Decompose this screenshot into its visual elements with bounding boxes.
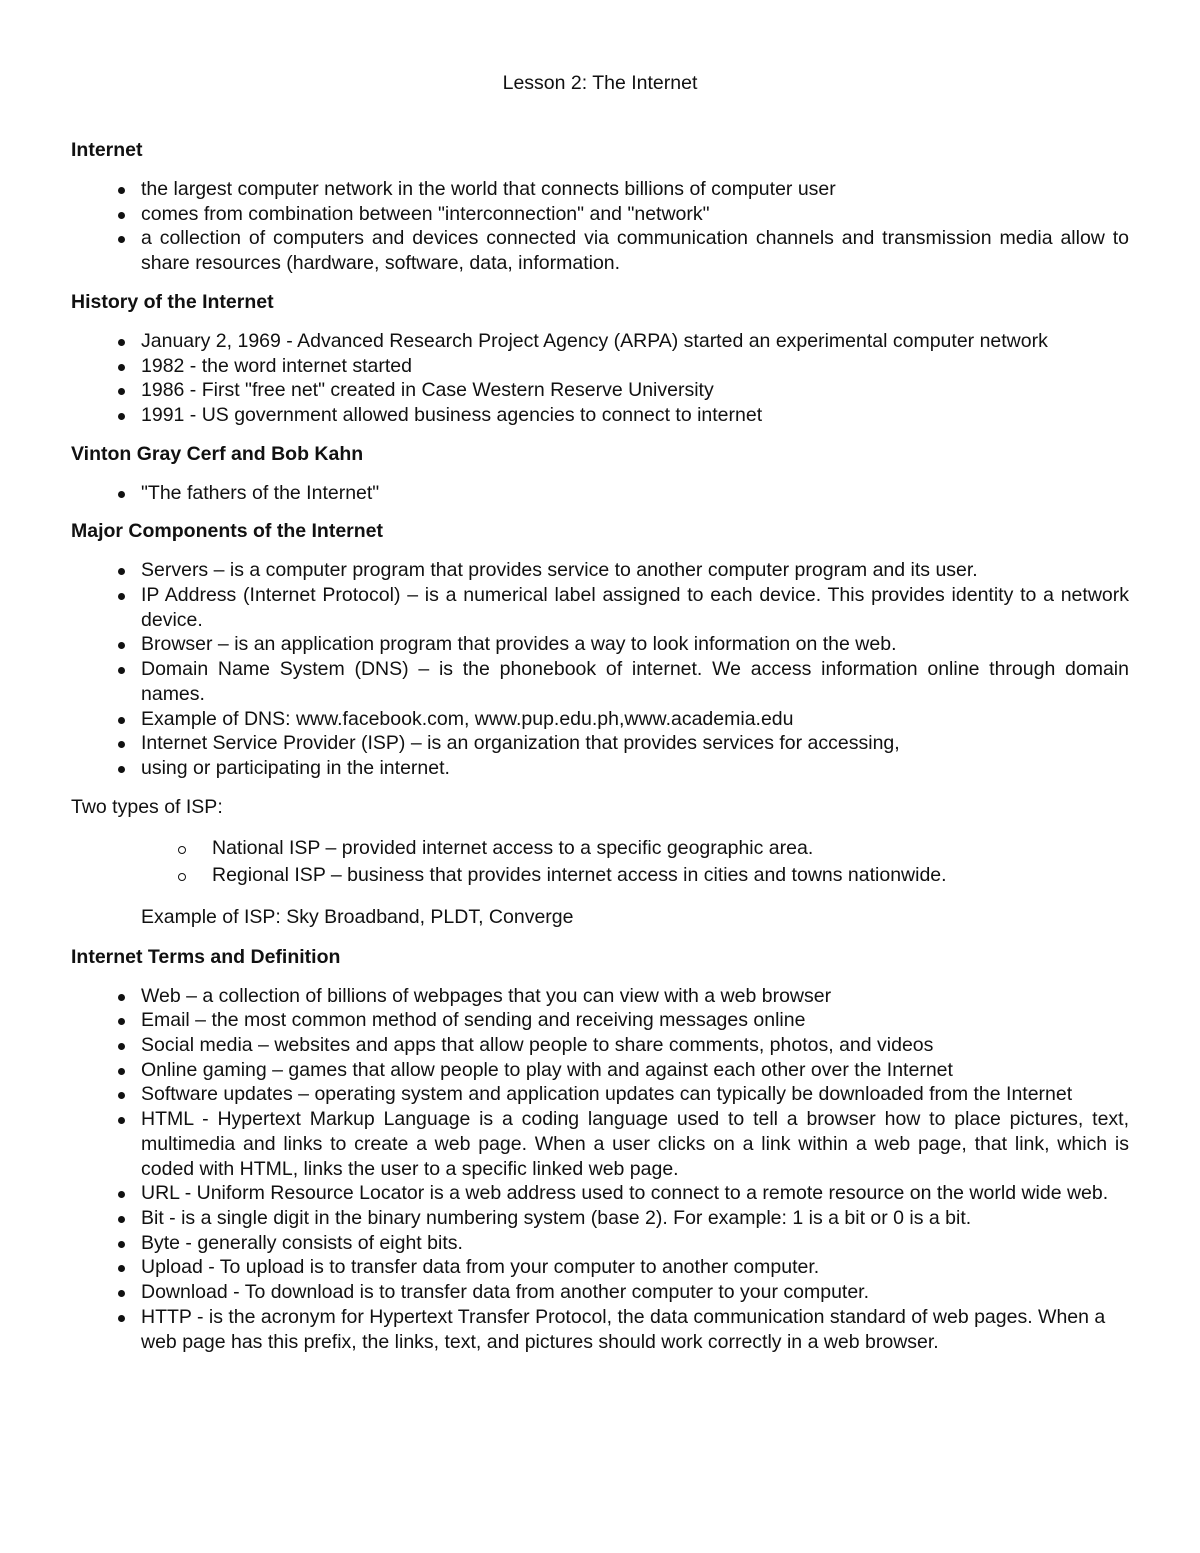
bullet-icon [118, 766, 125, 773]
bullet-icon [118, 413, 125, 420]
list-item: HTML - Hypertext Markup Language is a coding language used to tell a browser how to place pictures, text, multimedia and links to create a web page. When a user clicks on a link within a web page, that link, which is coded with HTML, links the user to a specific linked web page. [71, 1107, 1129, 1181]
bullet-icon [118, 667, 125, 674]
bullet-icon [118, 1290, 125, 1297]
bullet-icon [118, 364, 125, 371]
list-item: Online gaming – games that allow people to play with and against each other over the Internet [71, 1058, 1129, 1083]
bullet-icon [118, 568, 125, 575]
section-heading-history: History of the Internet [71, 290, 274, 313]
bullet-icon [118, 1092, 125, 1099]
bullet-icon [118, 593, 125, 600]
section-heading-components: Major Components of the Internet [71, 520, 383, 543]
bullet-icon [118, 1216, 125, 1223]
terms-list [71, 984, 1129, 1355]
list-item: 1982 - the word internet started [71, 354, 1129, 379]
list-item: "The fathers of the Internet" [71, 481, 1129, 506]
page-title: Lesson 2: The Internet [502, 72, 698, 94]
list-item: Web – a collection of billions of webpages that you can view with a web browser [71, 984, 1129, 1009]
list-item: Email – the most common method of sending and receiving messages online [71, 1008, 1129, 1033]
isp-intro: Two types of ISP: [71, 795, 223, 818]
list-item: January 2, 1969 - Advanced Research Project Agency (ARPA) started an experimental computer network [71, 329, 1129, 354]
list-item: Example of DNS: www.facebook.com, www.pup.edu.ph,www.academia.edu [71, 707, 1129, 732]
bullet-icon [118, 1241, 125, 1248]
list-item: Internet Service Provider (ISP) – is an organization that provides services for accessing, [71, 731, 1129, 756]
bullet-icon [118, 339, 125, 346]
bullet-icon [118, 1315, 125, 1322]
list-item: Social media – websites and apps that allow people to share comments, photos, and videos [71, 1033, 1129, 1058]
list-item: Bit - is a single digit in the binary numbering system (base 2). For example: 1 is a bit or 0 is a bit. [71, 1206, 1129, 1231]
list-item: Regional ISP – business that provides internet access in cities and towns nationwide. [71, 862, 1129, 889]
list-item: 1986 - First "free net" created in Case Western Reserve University [71, 378, 1129, 403]
bullet-icon [118, 642, 125, 649]
internet-list [71, 177, 1129, 276]
bullet-icon [118, 212, 125, 219]
section-heading-terms: Internet Terms and Definition [71, 945, 341, 968]
bullet-icon [118, 1191, 125, 1198]
list-item: the largest computer network in the world that connects billions of computer user [71, 177, 1129, 202]
circle-bullet-icon [178, 873, 186, 881]
components-list [71, 558, 1129, 780]
list-item: 1991 - US government allowed business agencies to connect to internet [71, 403, 1129, 428]
bullet-icon [118, 1265, 125, 1272]
bullet-icon [118, 187, 125, 194]
fathers-list [71, 481, 1129, 506]
list-item: URL - Uniform Resource Locator is a web address used to connect to a remote resource on the world wide web. [71, 1181, 1129, 1206]
bullet-icon [118, 1068, 125, 1075]
document-page [71, 70, 1129, 1368]
section-heading-internet: Internet [71, 139, 143, 161]
circle-bullet-icon [178, 846, 186, 854]
list-item: a collection of computers and devices connected via communication channels and transmission media allow to share resources (hardware, software, data, information. [71, 226, 1129, 275]
bullet-icon [118, 236, 125, 243]
list-item: Servers – is a computer program that provides service to another computer program and its user. [71, 558, 1129, 583]
bullet-icon [118, 1018, 125, 1025]
history-list [71, 329, 1129, 428]
list-item: HTTP - is the acronym for Hypertext Transfer Protocol, the data communication standard of web pages. When a web page has this prefix, the links, text, and pictures should work correctly in a web browser. [71, 1305, 1129, 1354]
list-item: IP Address (Internet Protocol) – is a numerical label assigned to each device. This provides identity to a network device. [71, 583, 1129, 632]
bullet-icon [118, 491, 125, 498]
list-item: comes from combination between "interconnection" and "network" [71, 202, 1129, 227]
section-heading-fathers: Vinton Gray Cerf and Bob Kahn [71, 442, 364, 465]
bullet-icon [118, 717, 125, 724]
bullet-icon [118, 1117, 125, 1124]
list-item: Browser – is an application program that provides a way to look information on the web. [71, 632, 1129, 657]
list-item: Download - To download is to transfer data from another computer to your computer. [71, 1280, 1129, 1305]
list-item: Domain Name System (DNS) – is the phonebook of internet. We access information online through domain names. [71, 657, 1129, 706]
bullet-icon [118, 741, 125, 748]
bullet-icon [118, 994, 125, 1001]
list-item: Byte - generally consists of eight bits. [71, 1231, 1129, 1256]
bullet-icon [118, 1043, 125, 1050]
isp-types-list [71, 835, 1129, 889]
list-item: using or participating in the internet. [71, 756, 1129, 781]
isp-example: Example of ISP: Sky Broadband, PLDT, Converge [141, 905, 574, 928]
list-item: National ISP – provided internet access to a specific geographic area. [71, 835, 1129, 862]
list-item: Software updates – operating system and application updates can typically be downloaded from the Internet [71, 1082, 1129, 1107]
list-item: Upload - To upload is to transfer data from your computer to another computer. [71, 1255, 1129, 1280]
bullet-icon [118, 388, 125, 395]
